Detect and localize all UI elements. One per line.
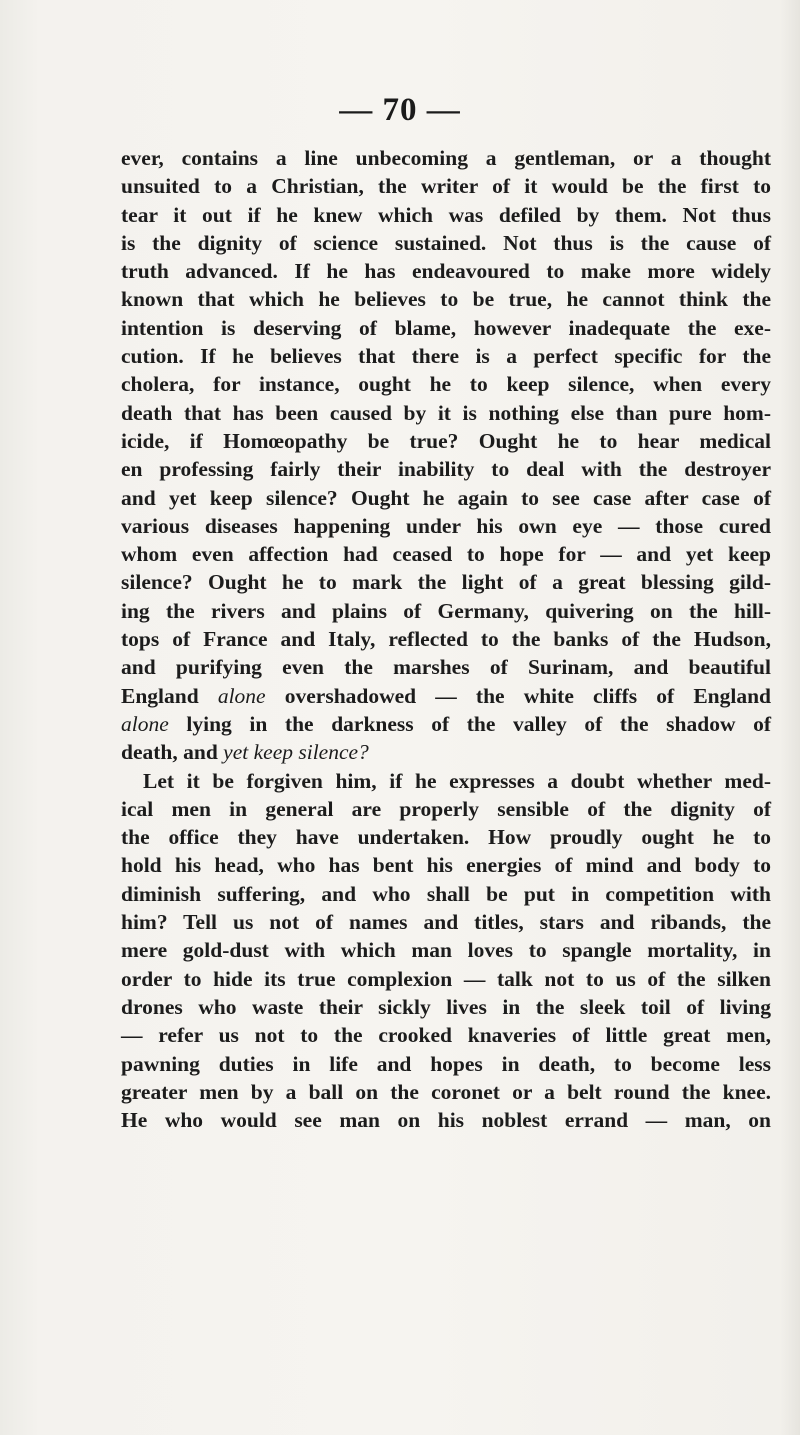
- text-fragment: England: [121, 683, 199, 708]
- text-fragment: overshadowed — the white cliffs of England: [284, 683, 772, 708]
- text-line: hold his head, who has bent his energies of mind and body to: [121, 853, 771, 878]
- text-line: the office they have undertaken. How proudly ought he to: [121, 825, 771, 850]
- text-line-mixed: [121, 710, 771, 738]
- text-line: death that has been caused by it is nothing else than pure hom-: [121, 400, 771, 425]
- text-line: silence? Ought he to mark the light of a great blessing gild-: [121, 570, 771, 595]
- text-line: ical men in general are properly sensible of the dignity of: [121, 796, 771, 821]
- italic-fragment: alone: [121, 711, 169, 736]
- text-line: unsuited to a Christian, the writer of it would be the first to: [121, 174, 771, 199]
- body-text: [121, 144, 771, 1134]
- text-line: whom even affection had ceased to hope for — and yet keep: [121, 542, 771, 567]
- italic-fragment: yet keep silence?: [223, 740, 369, 765]
- italic-fragment: alone: [217, 683, 266, 708]
- text-line: tear it out if he knew which was defiled by them. Not thus: [121, 202, 771, 227]
- text-line: en professing fairly their inability to deal with the destroyer: [121, 457, 771, 482]
- text-line: icide, if Homœopathy be true? Ought he to hear medical: [121, 428, 771, 453]
- text-line: ever, contains a line unbecoming a gentleman, or a thought: [121, 146, 771, 170]
- text-line: him? Tell us not of names and titles, stars and ribands, the: [121, 910, 771, 935]
- text-line: various diseases happening under his own eye — those cured: [121, 513, 771, 538]
- text-line: truth advanced. If he has endeavoured to make more widely: [121, 259, 771, 284]
- text-line: — refer us not to the crooked knaveries of little great men,: [121, 1023, 771, 1048]
- text-line: mere gold-dust with which man loves to spangle mortality, in: [121, 938, 771, 963]
- text-fragment: lying in the darkness of the valley of the shadow of: [186, 711, 771, 736]
- text-line: intention is deserving of blame, however inadequate the exe-: [121, 315, 771, 340]
- page-number: — 70 —: [339, 92, 461, 128]
- text-line-mixed: [121, 738, 771, 766]
- text-line: greater men by a ball on the coronet or a belt round the knee.: [121, 1079, 771, 1104]
- text-line: pawning duties in life and hopes in death, to become less: [121, 1051, 771, 1076]
- text-line: drones who waste their sickly lives in the sleek toil of living: [121, 994, 771, 1019]
- text-line: ing the rivers and plains of Germany, quivering on the hill-: [121, 598, 771, 623]
- text-line-mixed: [121, 682, 771, 710]
- text-line: tops of France and Italy, reflected to the banks of the Hudson,: [121, 627, 771, 652]
- text-line: and yet keep silence? Ought he again to see case after case of: [121, 485, 771, 510]
- text-line: known that which he believes to be true, he cannot think the: [121, 287, 771, 312]
- text-fragment: death, and: [121, 740, 218, 765]
- text-line: and purifying even the marshes of Surinam, and beautiful: [121, 655, 771, 680]
- text-line: He who would see man on his noblest errand — man, on: [121, 1108, 771, 1133]
- text-line: Let it be forgiven him, if he expresses a doubt whether med-: [143, 768, 771, 793]
- text-line: cholera, for instance, ought he to keep silence, when every: [121, 372, 771, 397]
- text-line: order to hide its true complexion — talk not to us of the silken: [121, 966, 771, 991]
- text-line: diminish suffering, and who shall be put in competition with: [121, 881, 771, 906]
- text-line: is the dignity of science sustained. Not thus is the cause of: [121, 230, 771, 255]
- text-line: cution. If he believes that there is a perfect specific for the: [121, 344, 771, 369]
